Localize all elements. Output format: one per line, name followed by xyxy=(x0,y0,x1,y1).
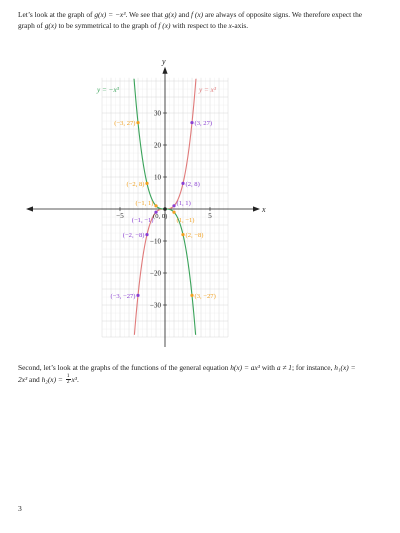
cube-point-label: (1, 1) xyxy=(176,199,191,207)
fraction-denominator: 2 xyxy=(66,379,70,386)
cube-point-point xyxy=(136,294,139,297)
cube-point-point xyxy=(190,121,193,124)
y-tick-label: 30 xyxy=(154,109,161,118)
text-run: are always of opposite signs. We therefore expect the graph of xyxy=(18,10,363,30)
x-axis-label: x xyxy=(262,205,266,214)
followup-paragraph xyxy=(18,363,366,386)
negative-cube-point-point xyxy=(154,204,157,207)
negative-cube-point-label: (1, −1) xyxy=(176,217,195,225)
y-tick-label: 20 xyxy=(154,141,161,150)
math-expression: h₁(x) = 2x³ xyxy=(18,363,356,384)
x-tick-label: −5 xyxy=(116,212,124,220)
x-axis-arrow-icon xyxy=(253,206,260,211)
text-run: Let’s look at the graph of xyxy=(18,10,95,19)
text-run: with respect to the xyxy=(170,20,229,30)
origin-point xyxy=(163,207,167,211)
cube-point-label: (−1, −1) xyxy=(131,217,154,225)
text-run: and xyxy=(176,10,192,19)
negative-cube-point-point xyxy=(172,211,175,214)
y-tick-label: −10 xyxy=(150,237,161,246)
fraction-numerator: 1 xyxy=(66,372,70,379)
y-tick-label: −30 xyxy=(150,301,161,310)
text-run: Second, let’s look at the graphs of the functions of the general equation xyxy=(18,363,231,372)
math-expression: f (x) xyxy=(191,10,204,19)
negative-cube-point-point xyxy=(145,182,148,185)
cube-point-point xyxy=(181,182,184,185)
text-run: to be symmetrical to the graph of xyxy=(56,20,159,30)
math-expression: g(x) = −x³ xyxy=(94,10,126,19)
series-label-cube: y = x³ xyxy=(199,86,216,94)
text-run: . We see that xyxy=(125,10,165,19)
cube-point-label: (−2, −8) xyxy=(122,232,145,240)
negative-cube-point-point xyxy=(190,294,193,297)
math-expression: g(x) xyxy=(44,20,57,30)
text-run: -axis. xyxy=(231,20,249,30)
negative-cube-point-label: (−2, 8) xyxy=(126,180,145,188)
math-expression: x xyxy=(228,20,232,30)
negative-cube-point-point xyxy=(181,233,184,236)
page-number: 3 xyxy=(18,504,22,513)
cube-point-point xyxy=(172,204,175,207)
series-label-negative-cube: y = −x³ xyxy=(97,86,119,94)
y-axis-label: y xyxy=(162,56,166,66)
math-expression: f (x) xyxy=(158,20,171,30)
y-tick-label: 10 xyxy=(154,173,161,182)
y-axis-arrow-icon xyxy=(162,67,167,74)
fraction xyxy=(66,374,71,386)
math-expression: h₂(x) = xyxy=(41,374,65,384)
cube-point-label: (2, 8) xyxy=(185,180,200,188)
math-expression: g(x) xyxy=(164,10,177,19)
text-run: . xyxy=(77,374,79,384)
y-tick-label: −20 xyxy=(150,269,161,278)
cube-point-point xyxy=(145,233,148,236)
text-run: with xyxy=(260,363,277,372)
text-run: ; for instance, xyxy=(292,363,335,372)
math-expression: a ≠ 1 xyxy=(276,363,292,372)
origin-label: (0, 0) xyxy=(153,213,168,220)
negative-cube-point-label: (2, −8) xyxy=(185,232,204,240)
negative-cube-point-label: (3, −27) xyxy=(194,292,216,300)
math-expression: x³ xyxy=(71,374,78,384)
negative-cube-point-label: (−1, 1) xyxy=(135,199,154,207)
x-tick-label: 5 xyxy=(208,212,212,220)
cube-point-label: (−3, −27) xyxy=(110,292,136,300)
negative-cube-point-point xyxy=(136,121,139,124)
x-axis-arrow-left-icon xyxy=(26,206,33,211)
negative-cube-point-label: (−3, 27) xyxy=(114,120,136,128)
text-run: and xyxy=(27,374,42,384)
math-expression: h(x) = ax³ xyxy=(230,363,260,372)
cube-point-label: (3, 27) xyxy=(194,120,213,128)
